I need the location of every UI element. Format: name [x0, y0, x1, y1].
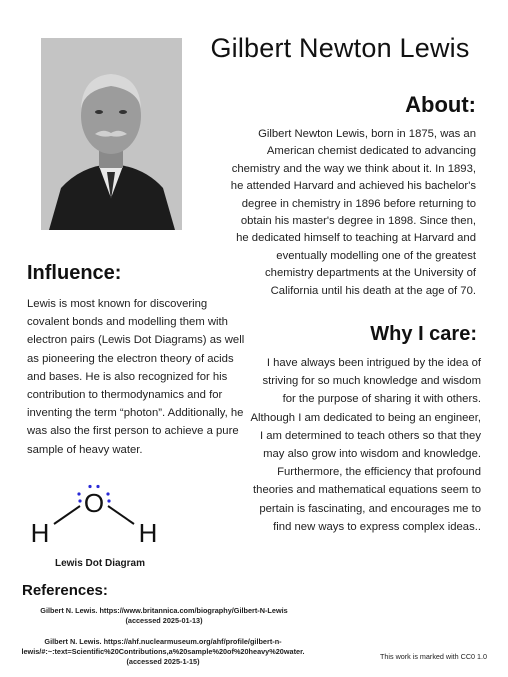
- water-molecule-diagram: [28, 484, 168, 550]
- page-title: Gilbert Newton Lewis: [210, 33, 470, 63]
- electron-dot: [106, 492, 109, 495]
- bond-right: [108, 506, 134, 524]
- electron-dot: [96, 485, 99, 488]
- electron-dot: [78, 499, 81, 502]
- why-care-paragraph: I have always been intrigued by the idea of striving for so much knowledge and wisdom for the purpose of sharing it with others. Although I am dedicated to being an engineer, I am determined to teach others so that they may also grow into wisdom and knowledge. Furthermore, the efficiency that profound theories and mathematical equations seem to pertain is fascinating, and encourages me to find new ways to express complex ideas..: [250, 357, 481, 533]
- hydrogen-atom-right: H: [138, 518, 158, 548]
- about-paragraph: Gilbert Newton Lewis, born in 1875, was an American chemist dedicated to advancing chemistry and the way we think about it. In 1893, he attended Harvard and achieved his bachelor's degree in chemistry in 1896 before returning to obtain his master's degree in 1898. Since then, he dedicated himself to teaching at Harvard and eventually modelling one of the greatest chemistry departments at the University of California until his death at the age of 70.: [230, 128, 476, 297]
- oxygen-atom: O: [83, 488, 105, 518]
- electron-dot: [107, 499, 110, 502]
- bond-left: [54, 506, 80, 524]
- license-notice: This work is marked with CC0 1.0: [380, 652, 488, 661]
- portrait-photo: [41, 38, 182, 230]
- about-heading: About:: [405, 92, 476, 117]
- lewis-dot-diagram: [28, 484, 168, 550]
- hydrogen-atom-left: H: [30, 518, 50, 548]
- why-care-heading: Why I care:: [370, 323, 477, 345]
- portrait-illustration: [41, 38, 182, 230]
- electron-dot: [88, 485, 91, 488]
- reference-item: Gilbert N. Lewis. https://ahf.nuclearmuseum.org/ahf/profile/gilbert-n-lewis/#:~:text=Scientific%20Contributions,a%20sample%20of%20heavy%20water. (accessed 2025-1-15): [21, 637, 305, 666]
- influence-heading: Influence:: [27, 262, 122, 284]
- reference-item: Gilbert N. Lewis. https://www.britannica.com/biography/Gilbert-N-Lewis (accessed 2025-01-13): [40, 606, 288, 625]
- diagram-caption: Lewis Dot Diagram: [54, 558, 146, 569]
- influence-paragraph: Lewis is most known for discovering covalent bonds and modelling them with electron pairs (Lewis Dot Diagrams) as well as pioneering the electron theory of acids and bases. He is also recognized for his contribution to thermodynamics and for inventing the term “photon”. Additionally, he was also the first person to achieve a pure sample of heavy water.: [27, 298, 245, 456]
- references-heading: References:: [22, 582, 108, 599]
- electron-dot: [77, 492, 80, 495]
